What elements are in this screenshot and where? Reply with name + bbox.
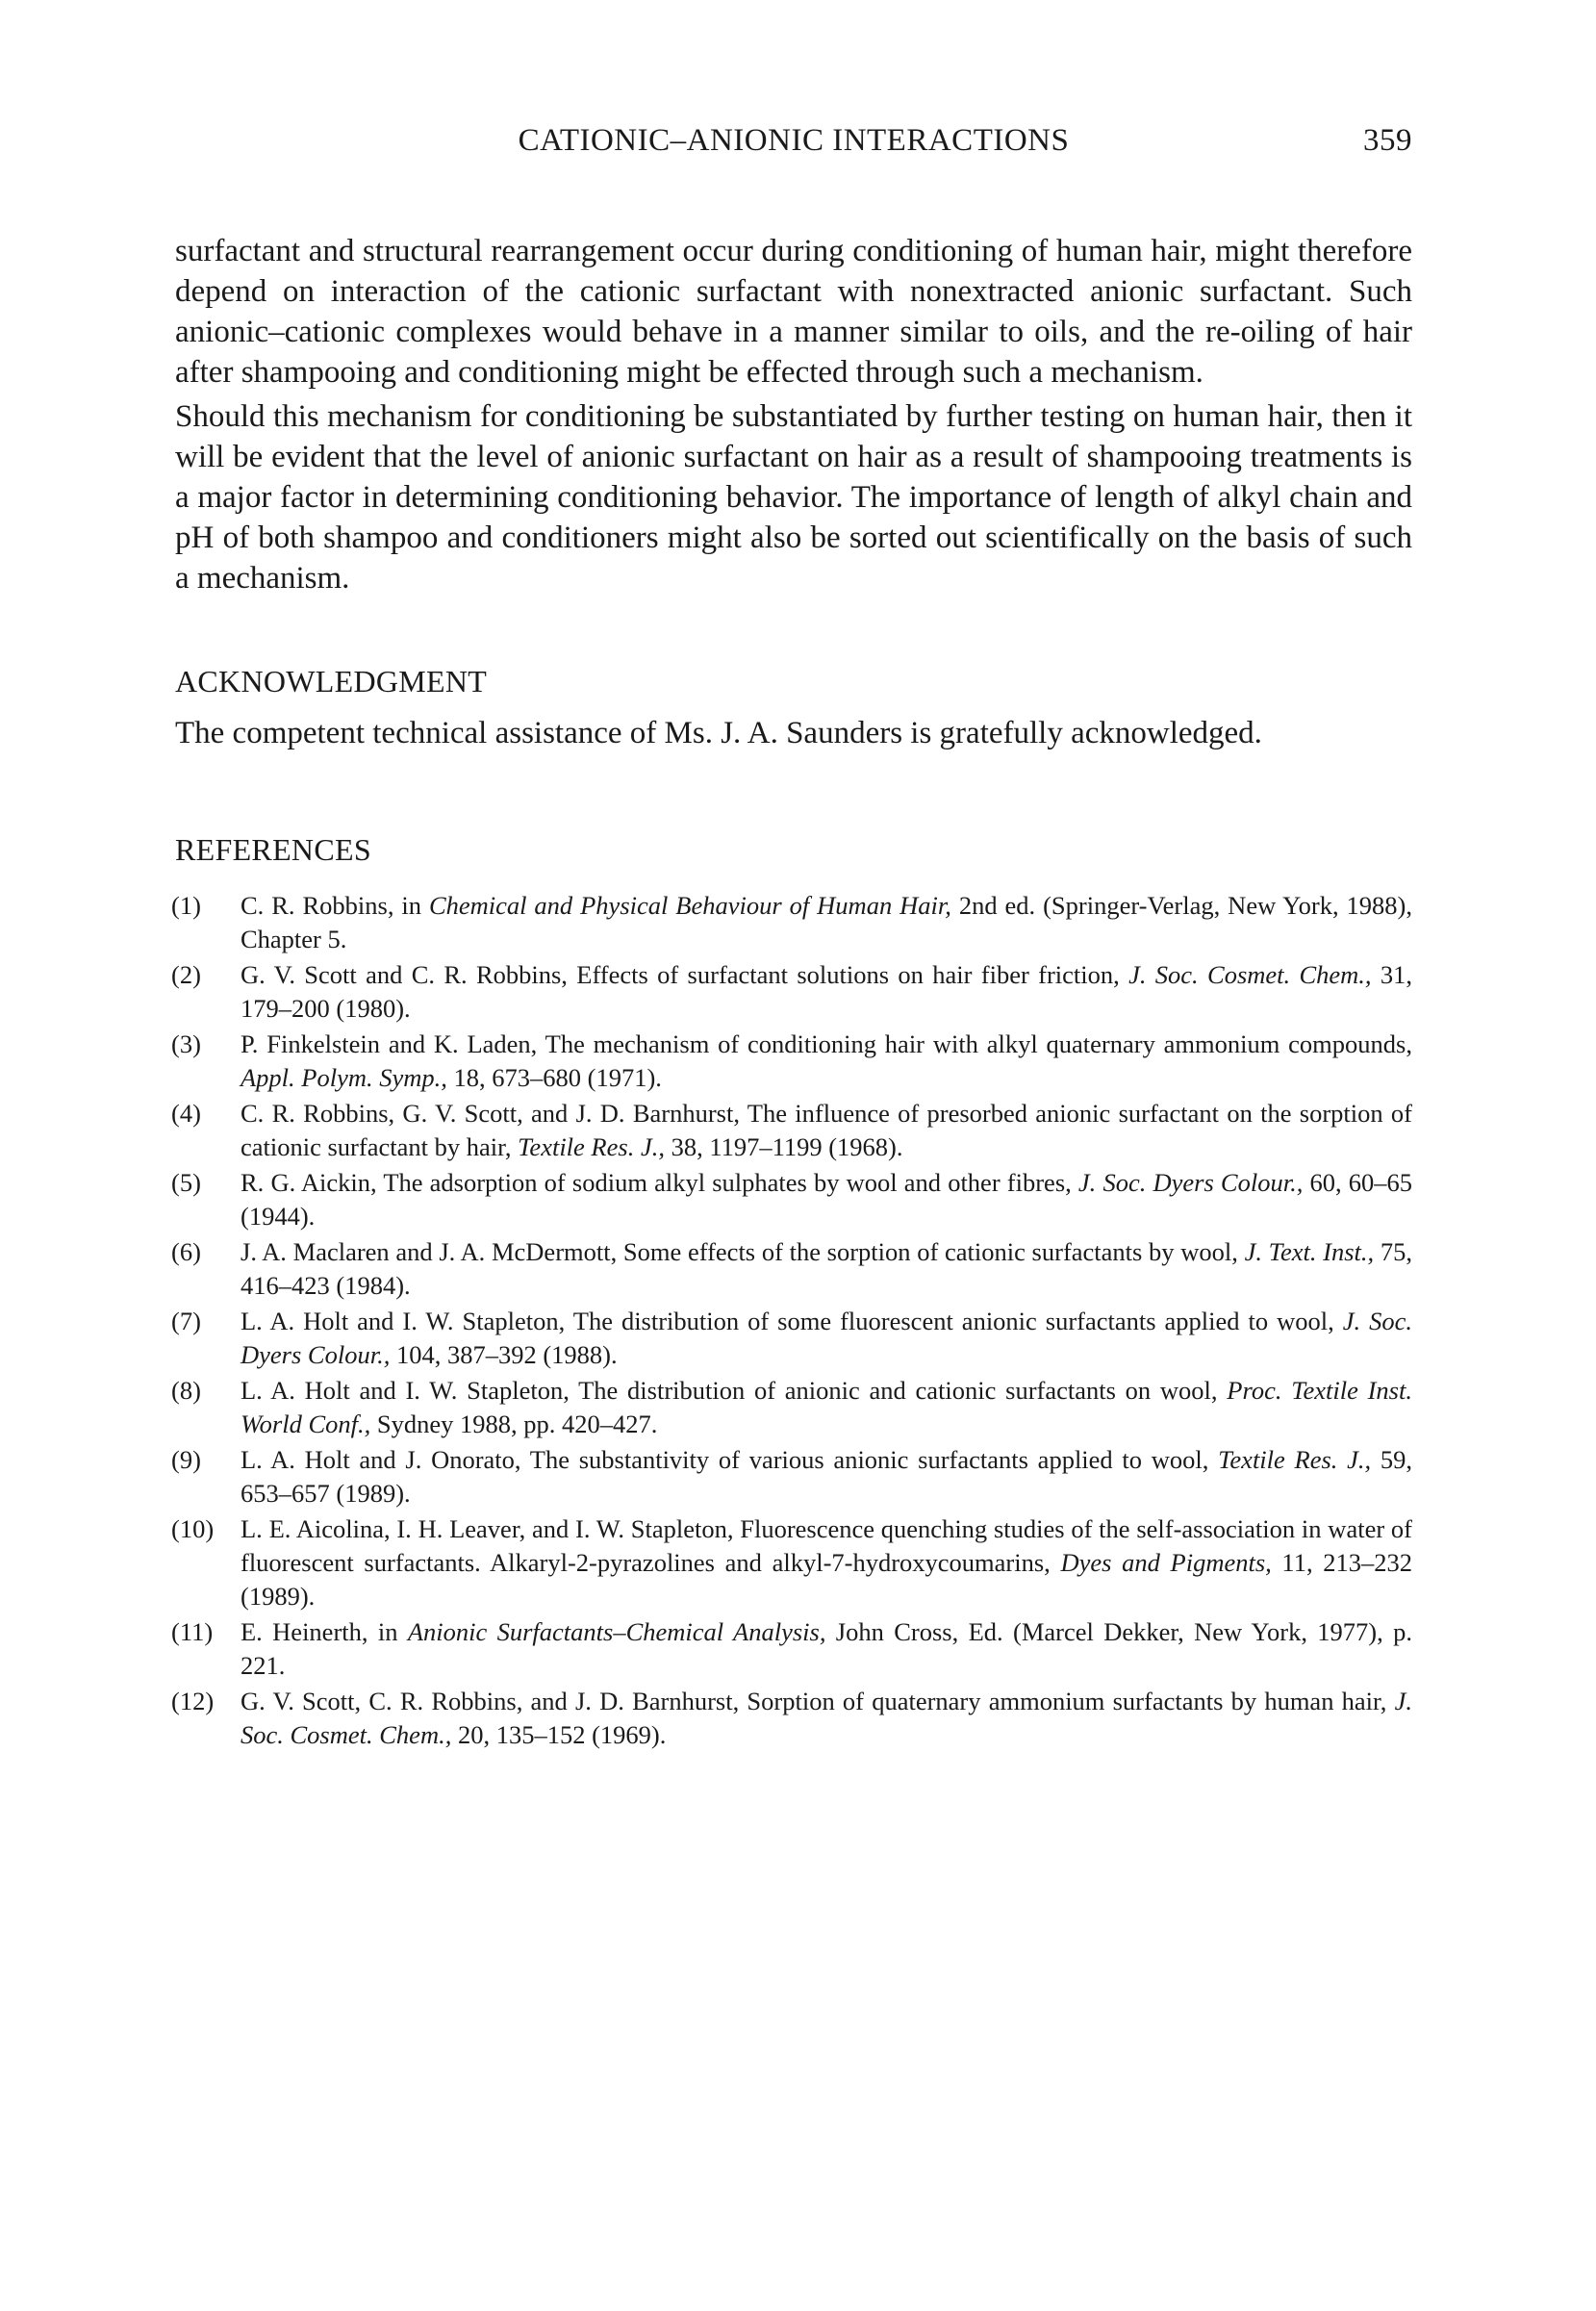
- reference-number: (11): [171, 1617, 214, 1646]
- reference-item: [171, 958, 1413, 1026]
- reference-number: (1): [171, 891, 201, 920]
- reference-citation: 31, 179–200 (1980).: [241, 960, 1413, 1023]
- reference-source: Appl. Polym. Symp.,: [241, 1063, 447, 1092]
- running-title: CATIONIC–ANIONIC INTERACTIONS: [518, 123, 1070, 158]
- reference-source: J. Soc. Dyers Colour.,: [241, 1307, 1412, 1369]
- running-head: [175, 117, 1412, 171]
- reference-source: J. Soc. Dyers Colour.,: [1077, 1168, 1304, 1197]
- reference-text: L. A. Holt and J. Onorato, The substantivity of various anionic surfactants applied to wool,: [241, 1445, 1219, 1474]
- reference-citation: 38, 1197–1199 (1968).: [664, 1132, 903, 1161]
- reference-source: Proc. Textile Inst. World Conf.,: [241, 1376, 1412, 1438]
- reference-number: (6): [171, 1237, 201, 1266]
- reference-item: [171, 1374, 1412, 1441]
- reference-item: [171, 1028, 1412, 1095]
- reference-number: (9): [171, 1445, 201, 1474]
- body-paragraph: surfactant and structural rearrangement occur during conditioning of human hair, might therefore depend on interaction of the cationic surfactant with nonextracted anionic surfactant. Such anionic–cationic complexes would behave in a manner similar to oils, and the re-oiling of hair after shampooing and conditioning might be effected through such a mechanism.: [175, 234, 1412, 390]
- reference-number: (7): [171, 1307, 201, 1335]
- reference-citation: Sydney 1988, pp. 420–427.: [370, 1409, 658, 1438]
- reference-text: P. Finkelstein and K. Laden, The mechanism of conditioning hair with alkyl quaternary ammonium compounds,: [241, 1029, 1412, 1058]
- reference-number: (2): [171, 960, 201, 989]
- reference-source: Chemical and Physical Behaviour of Human Hair,: [428, 891, 951, 920]
- reference-source: Textile Res. J.,: [518, 1132, 665, 1161]
- reference-text: C. R. Robbins, G. V. Scott, and J. D. Barnhurst, The influence of presorbed anionic surfactant on the sorption of cationic surfactant by hair,: [241, 1099, 1412, 1161]
- reference-list: [171, 889, 1413, 1752]
- body-paragraph: Should this mechanism for conditioning be substantiated by further testing on human hair, then it will be evident that the level of anionic surfactant on hair as a result of shampooing treatments is a major factor in determining conditioning behavior. The importance of length of alkyl chain and pH of both shampoo and conditioners might also be sorted out scientifically on the basis of such a mechanism.: [175, 399, 1412, 596]
- reference-source: J. Soc. Cosmet. Chem.,: [241, 1687, 1412, 1749]
- reference-citation: John Cross, Ed. (Marcel Dekker, New York, 1977), p. 221.: [241, 1617, 1412, 1680]
- page-number: 359: [1363, 123, 1412, 158]
- reference-item: [171, 1235, 1412, 1303]
- reference-text: R. G. Aickin, The adsorption of sodium alkyl sulphates by wool and other fibres,: [241, 1168, 1078, 1197]
- reference-citation: 11, 213–232 (1989).: [241, 1548, 1412, 1611]
- reference-item: [171, 889, 1412, 956]
- reference-item: [171, 1615, 1412, 1683]
- reference-source: Dyes and Pigments,: [1060, 1548, 1272, 1577]
- reference-text: C. R. Robbins, in: [241, 891, 429, 920]
- reference-text: L. A. Holt and I. W. Stapleton, The distribution of anionic and cationic surfactants on wool,: [241, 1376, 1228, 1405]
- references-heading: REFERENCES: [175, 832, 371, 867]
- reference-number: (4): [171, 1099, 201, 1128]
- reference-text: J. A. Maclaren and J. A. McDermott, Some effects of the sorption of cationic surfactants by wool,: [241, 1237, 1245, 1266]
- reference-citation: 20, 135–152 (1969).: [451, 1720, 667, 1749]
- reference-number: (5): [171, 1168, 201, 1197]
- reference-source: Anionic Surfactants–Chemical Analysis,: [407, 1617, 826, 1646]
- reference-number: (3): [171, 1029, 201, 1058]
- page: [171, 117, 1413, 1754]
- reference-citation: 59, 653–657 (1989).: [241, 1445, 1413, 1508]
- reference-source: J. Text. Inst.,: [1244, 1237, 1375, 1266]
- reference-number: (12): [171, 1687, 215, 1715]
- reference-number: (10): [171, 1514, 215, 1543]
- reference-text: E. Heinerth, in: [241, 1617, 408, 1646]
- reference-item: [171, 1166, 1412, 1233]
- acknowledgment-text: The competent technical assistance of Ms. J. A. Saunders is gratefully acknowledged.: [175, 716, 1262, 750]
- reference-text: G. V. Scott and C. R. Robbins, Effects of surfactant solutions on hair fiber friction,: [241, 960, 1129, 989]
- reference-citation: 104, 387–392 (1988).: [390, 1340, 618, 1369]
- reference-text: L. A. Holt and I. W. Stapleton, The distribution of some fluorescent anionic surfactants applied to wool,: [241, 1307, 1343, 1335]
- reference-item: [171, 1512, 1412, 1613]
- reference-item: [171, 1443, 1413, 1511]
- reference-citation: 18, 673–680 (1971).: [446, 1063, 662, 1092]
- reference-text: L. E. Aicolina, I. H. Leaver, and I. W. Stapleton, Fluorescence quenching studies of the self-association in water of fluorescent surfactants. Alkaryl-2-pyrazolines and alkyl-7-hydroxycoumarins,: [241, 1514, 1412, 1577]
- reference-item: [171, 1685, 1412, 1752]
- reference-item: [171, 1097, 1412, 1164]
- reference-citation: 2nd ed. (Springer-Verlag, New York, 1988), Chapter 5.: [241, 891, 1412, 953]
- reference-text: G. V. Scott, C. R. Robbins, and J. D. Barnhurst, Sorption of quaternary ammonium surfactants by human hair,: [241, 1687, 1395, 1715]
- reference-source: J. Soc. Cosmet. Chem.,: [1128, 960, 1372, 989]
- acknowledgment-heading: ACKNOWLEDGMENT: [175, 664, 488, 698]
- reference-item: [171, 1305, 1412, 1372]
- reference-citation: 60, 60–65 (1944).: [241, 1168, 1412, 1231]
- reference-source: Textile Res. J.,: [1218, 1445, 1372, 1474]
- reference-citation: 75, 416–423 (1984).: [241, 1237, 1412, 1300]
- reference-number: (8): [171, 1376, 201, 1405]
